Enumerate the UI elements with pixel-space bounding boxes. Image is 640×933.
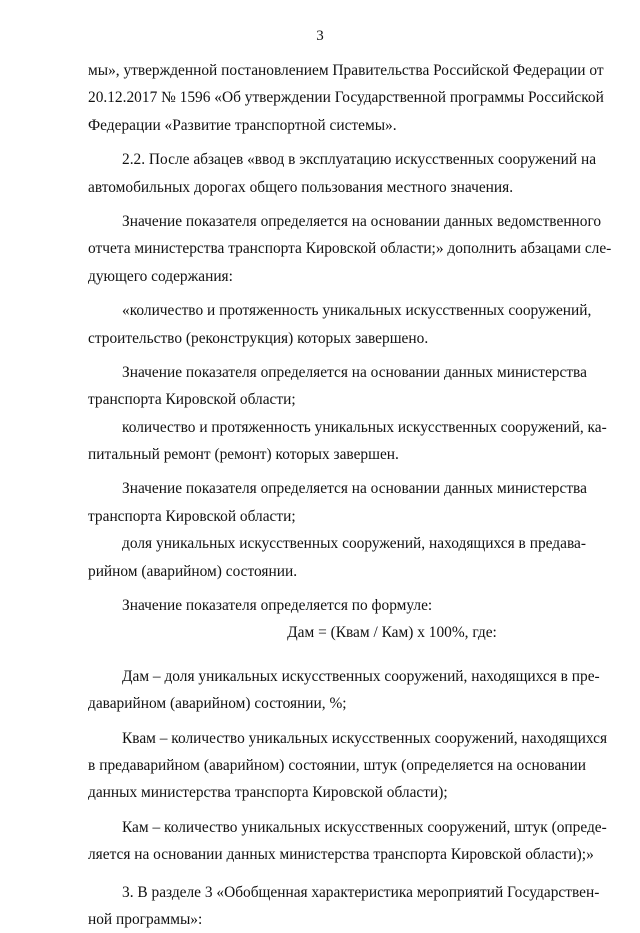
text-line: 20.12.2017 № 1596 «Об утверждении Государственной программы Российской	[88, 89, 604, 107]
text-line: 3. В разделе 3 «Обобщенная характеристика мероприятий Государствен-	[122, 883, 600, 901]
paragraph	[88, 57, 604, 139]
page-number: 3	[316, 28, 324, 44]
text-line: мы», утвержденной постановлением Правительства Российской Федерации от	[88, 62, 604, 79]
formula-line: Дам = (Квам / Кам) х 100%, где:	[287, 624, 497, 642]
text-line: 2.2. После абзацев «ввод в эксплуатацию искусственных сооружений на	[122, 151, 597, 169]
text-line: транспорта Кировской области;	[88, 391, 296, 409]
text-line: Квам – количество уникальных искусственных сооружений, находящихся	[122, 729, 608, 747]
text-line: Федерации «Развитие транспортной системы».	[88, 116, 397, 134]
text-line: количество и протяженность уникальных искусственных сооружений, ка-	[122, 418, 607, 436]
text-line: питальный ремонт (ремонт) которых завершен.	[88, 446, 399, 464]
text-line: даварийном (аварийном) состоянии, %;	[88, 695, 347, 713]
text-line: доля уникальных искусственных сооружений, находящихся в предава-	[122, 535, 586, 553]
text-line: Значение показателя определяется на основании данных ведомственного	[122, 212, 602, 230]
paragraph	[88, 359, 586, 414]
paragraph	[88, 475, 586, 530]
text-line: данных министерства транспорта Кировской области);	[88, 784, 448, 802]
paragraph	[88, 814, 607, 869]
text-line: автомобильных дорогах общего пользования местного значения.	[88, 178, 514, 196]
text-line: Значение показателя определяется на основании данных министерства	[122, 480, 587, 498]
paragraph	[88, 592, 586, 619]
text-line: ной программы»:	[88, 910, 203, 928]
document-body	[88, 57, 612, 933]
paragraph	[88, 725, 608, 807]
text-line: ляется на основании данных министерства транспорта Кировской области);»	[88, 846, 594, 864]
text-line: «количество и протяженность уникальных искусственных сооружений,	[122, 302, 592, 320]
text-line: Кам – количество уникальных искусственных сооружений, штук (опреде-	[122, 818, 607, 836]
paragraph	[88, 297, 592, 352]
text-line: дующего содержания:	[88, 267, 233, 285]
paragraph	[88, 208, 612, 290]
text-line: Значение показателя определяется на основании данных министерства	[122, 363, 587, 381]
text-line: отчета министерства транспорта Кировской области;» дополнить абзацами сле-	[88, 240, 612, 258]
paragraph	[88, 146, 597, 201]
paragraph	[88, 879, 600, 933]
text-line: Дам – доля уникальных искусственных сооружений, находящихся в пре-	[122, 667, 600, 685]
text-line: строительство (реконструкция) которых завершено.	[88, 329, 429, 347]
paragraph	[88, 530, 586, 585]
text-line: рийном (аварийном) состоянии.	[88, 562, 298, 580]
text-line: в предаварийном (аварийном) состоянии, штук (определяется на основании	[88, 756, 586, 774]
formula	[88, 619, 586, 646]
paragraph	[88, 663, 600, 718]
paragraph	[88, 414, 607, 469]
text-line: транспорта Кировской области;	[88, 507, 296, 525]
text-line: Значение показателя определяется по формуле:	[122, 597, 433, 615]
